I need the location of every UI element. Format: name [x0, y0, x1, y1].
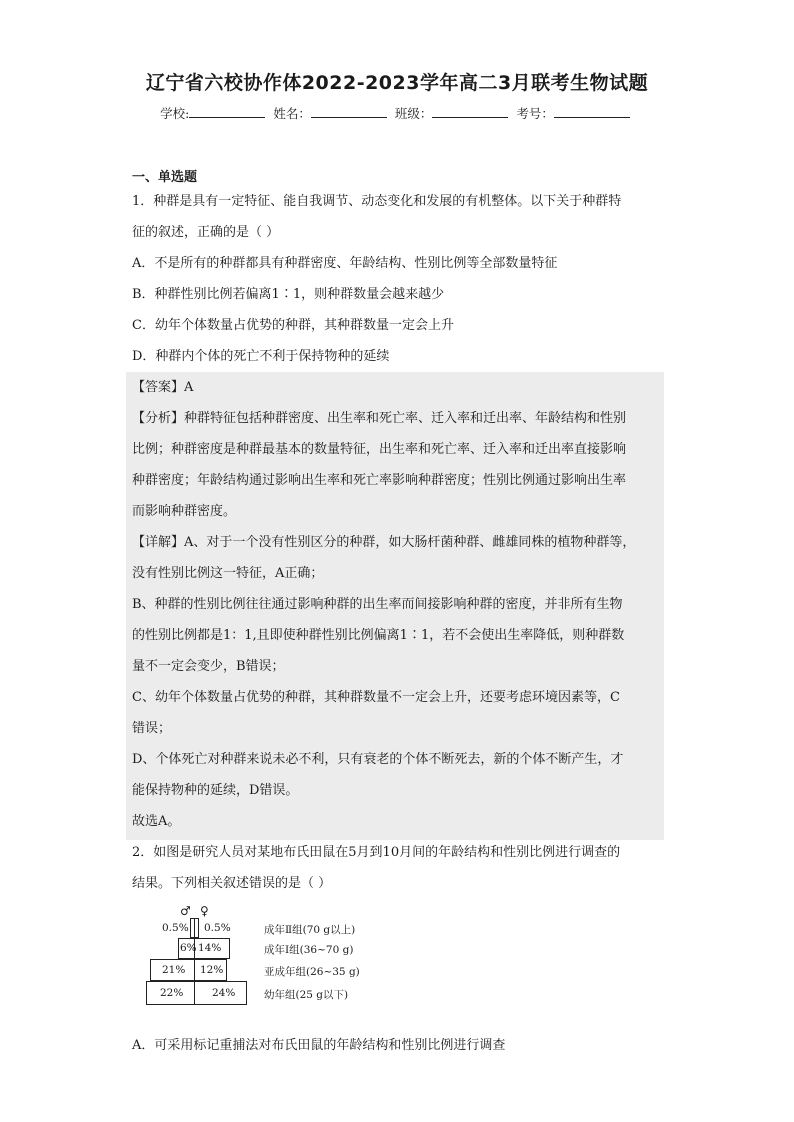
tier-juvenile-female-value: 24% — [212, 987, 236, 999]
tier-subadult-female-value: 12% — [200, 964, 224, 976]
q1-detail-line: C、幼年个体数量占优势的种群，其种群数量不一定会上升，还要考虑环境因素等，C — [132, 690, 620, 705]
tier-adult2-male-value: 0.5% — [162, 922, 189, 934]
question-1 — [132, 186, 664, 899]
tier-adult2-female-value: 0.5% — [204, 922, 231, 934]
q1-detail-line: D、个体死亡对种群来说未必不利，只有衰老的个体不断死去，新的个体不断产生，才 — [132, 752, 624, 767]
q1-option-c: C．幼年个体数量占优势的种群，其种群数量一定会上升 — [132, 318, 454, 333]
class-blank[interactable] — [432, 105, 508, 118]
male-symbol: ♂ — [180, 904, 191, 918]
q2-option-a: A．可采用标记重捕法对布氏田鼠的年龄结构和性别比例进行调查 — [132, 1038, 506, 1053]
q1-analysis-line: 种群密度；年龄结构通过影响出生率和死亡率影响种群密度；性别比例通过影响出生率 — [132, 473, 627, 488]
age-sex-pyramid-figure — [140, 904, 400, 1024]
q1-option-d: D．种群内个体的死亡不利于保持物种的延续 — [132, 349, 390, 364]
name-label: 姓名： — [273, 106, 311, 121]
q1-stem-line: 1．种群是具有一定特征、能自我调节、动态变化和发展的有机整体。以下关于种群特 — [132, 194, 622, 209]
tier-subadult-male-value: 21% — [162, 964, 186, 976]
tier-juvenile-male-value: 22% — [160, 987, 184, 999]
q1-detail-line: 能保持物种的延续，D错误。 — [132, 783, 299, 798]
q1-detail-line: B、种群的性别比例往往通过影响种群的出生率而间接影响种群的密度，并非所有生物 — [132, 597, 623, 612]
q1-detail-line: 【详解】A、对于一个没有性别区分的种群，如大肠杆菌种群、雌雄同株的植物种群等， — [132, 535, 636, 550]
number-label: 考号： — [516, 106, 554, 121]
class-label: 班级： — [394, 106, 433, 121]
section-heading: 一、单选题 — [132, 170, 198, 185]
q1-conclusion: 故选A。 — [132, 814, 181, 829]
exam-title: 辽宁省六校协作体2022-2023学年高二3月联考生物试题 — [145, 72, 649, 94]
name-blank[interactable] — [311, 105, 387, 118]
tier-adult1-female-value: 14% — [198, 942, 222, 954]
number-blank[interactable] — [554, 105, 630, 118]
tier-subadult-label: 亚成年组(26~35 g) — [264, 966, 360, 978]
q2-stem-line: 结果。下列相关叙述错误的是（ ） — [132, 876, 332, 891]
q1-answer: 【答案】A — [132, 380, 194, 395]
q1-detail-line: 错误； — [132, 721, 172, 736]
tier-adult1-male-value: 6% — [180, 942, 197, 954]
q1-analysis-line: 【分析】种群特征包括种群密度、出生率和死亡率、迁入率和迁出率、年龄结构和性别 — [132, 411, 627, 426]
school-blank[interactable] — [189, 105, 265, 118]
tier-juvenile-label: 幼年组(25 g以下) — [264, 989, 349, 1001]
tier-adult2-female-bar — [194, 918, 199, 938]
q1-option-b: B．种群性别比例若偏离1∶1，则种群数量会越来越少 — [132, 287, 445, 302]
school-label: 学校: — [160, 106, 190, 121]
student-info-line — [0, 104, 794, 122]
female-symbol: ♀ — [200, 904, 209, 918]
q2-stem-line: 2．如图是研究人员对某地布氏田鼠在5月到10月间的年龄结构和性别比例进行调查的 — [132, 845, 621, 860]
tier-adult1-label: 成年Ⅰ组(36~70 g) — [264, 944, 354, 956]
q1-detail-line: 量不一定会变少，B错误； — [132, 659, 285, 674]
q1-stem-line: 征的叙述，正确的是（ ） — [132, 225, 280, 240]
q1-analysis-line: 而影响种群密度。 — [132, 504, 237, 519]
question-2-options — [132, 1030, 664, 1061]
tier-adult2-label: 成年Ⅱ组(70 g以上) — [264, 924, 356, 936]
q1-detail-line: 的性别比例都是1：1,且即使种群性别比例偏离1∶1，若不会使出生率降低，则种群数 — [132, 628, 625, 643]
q1-detail-line: 没有性别比例这一特征，A正确； — [132, 566, 324, 581]
q1-option-a: A．不是所有的种群都具有种群密度、年龄结构、性别比例等全部数量特征 — [132, 256, 558, 271]
q1-analysis-line: 比例；种群密度是种群最基本的数量特征，出生率和死亡率、迁入率和迁出率直接影响 — [132, 442, 627, 457]
